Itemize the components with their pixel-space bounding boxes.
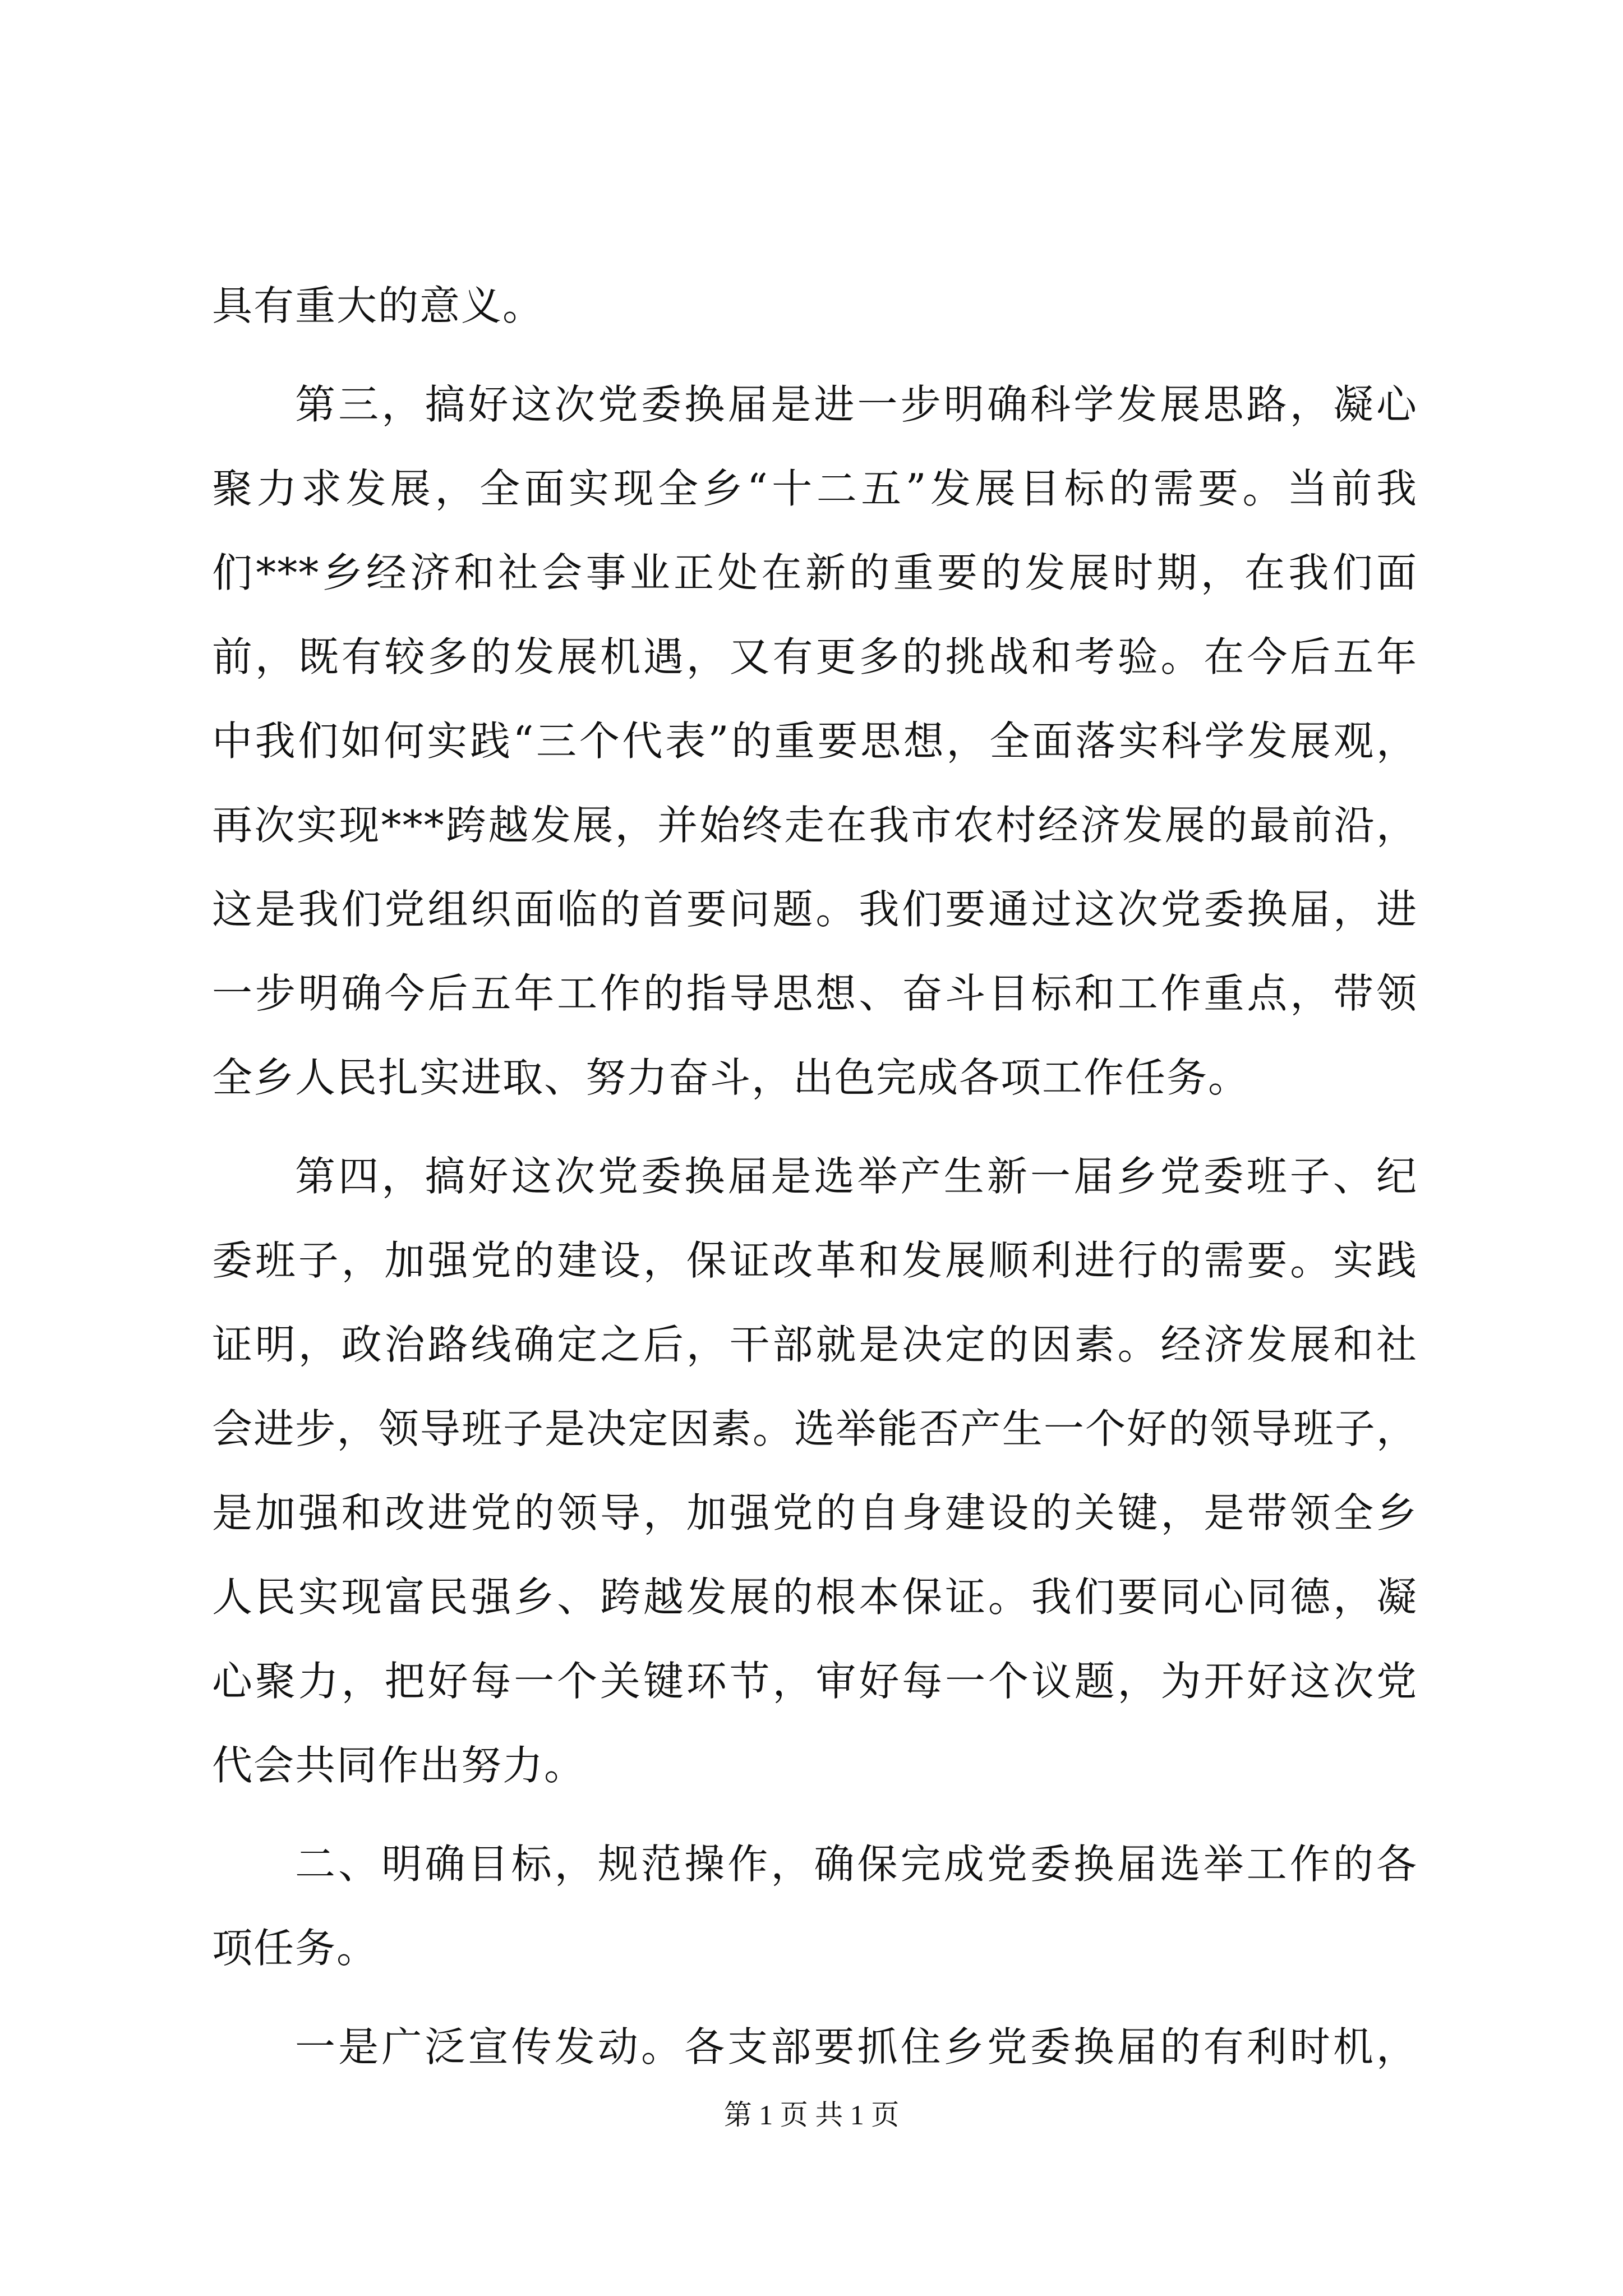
text-line: 人民实现富民强乡、跨越发展的根本保证。我们要同心同德，凝 bbox=[212, 1573, 1418, 1621]
text-line: 委班子，加强党的建设，保证改革和发展顺利进行的需要。实践 bbox=[212, 1237, 1418, 1284]
text-line: 会进步，领导班子是决定因素。选举能否产生一个好的领导班子， bbox=[212, 1405, 1418, 1452]
text-line: 这是我们党组织面临的首要问题。我们要通过这次党委换届，进 bbox=[212, 886, 1418, 933]
paragraph-first-line: 第四，搞好这次党委换届是选举产生新一届乡党委班子、纪 bbox=[295, 1153, 1418, 1200]
text-line: 中我们如何实践“三个代表”的重要思想，全面落实科学发展观， bbox=[212, 717, 1418, 765]
paragraph-first-line: 第三，搞好这次党委换届是进一步明确科学发展思路，凝心 bbox=[295, 381, 1418, 428]
text-line: 再次实现***跨越发展，并始终走在我市农村经济发展的最前沿， bbox=[212, 802, 1418, 849]
text-line: 们***乡经济和社会事业正处在新的重要的发展时期，在我们面 bbox=[212, 549, 1418, 596]
text-line: 前，既有较多的发展机遇，又有更多的挑战和考验。在今后五年 bbox=[212, 633, 1418, 680]
text-line: 全乡人民扎实进取、努力奋斗，出色完成各项工作任务。 bbox=[212, 1054, 1250, 1101]
text-line: 心聚力，把好每一个关键环节，审好每一个议题，为开好这次党 bbox=[212, 1658, 1418, 1705]
page-number-footer: 第 1 页 共 1 页 bbox=[723, 2099, 900, 2131]
text-line: 代会共同作出努力。 bbox=[212, 1742, 586, 1789]
text-line: 具有重大的意义。 bbox=[212, 282, 545, 329]
text-line: 证明，政治路线确定之后，干部就是决定的因素。经济发展和社 bbox=[212, 1321, 1418, 1368]
section-heading-line: 二、明确目标，规范操作，确保完成党委换届选举工作的各 bbox=[295, 1841, 1418, 1888]
section-heading-line: 项任务。 bbox=[212, 1925, 379, 1972]
paragraph-first-line: 一是广泛宣传发动。各支部要抓住乡党委换届的有利时机， bbox=[295, 2023, 1418, 2070]
document-body bbox=[212, 264, 1418, 2089]
text-line: 聚力求发展，全面实现全乡“十二五”发展目标的需要。当前我 bbox=[212, 465, 1418, 512]
text-line: 一步明确今后五年工作的指导思想、奋斗目标和工作重点，带领 bbox=[212, 970, 1418, 1017]
text-line: 是加强和改进党的领导，加强党的自身建设的关键，是带领全乡 bbox=[212, 1489, 1418, 1536]
